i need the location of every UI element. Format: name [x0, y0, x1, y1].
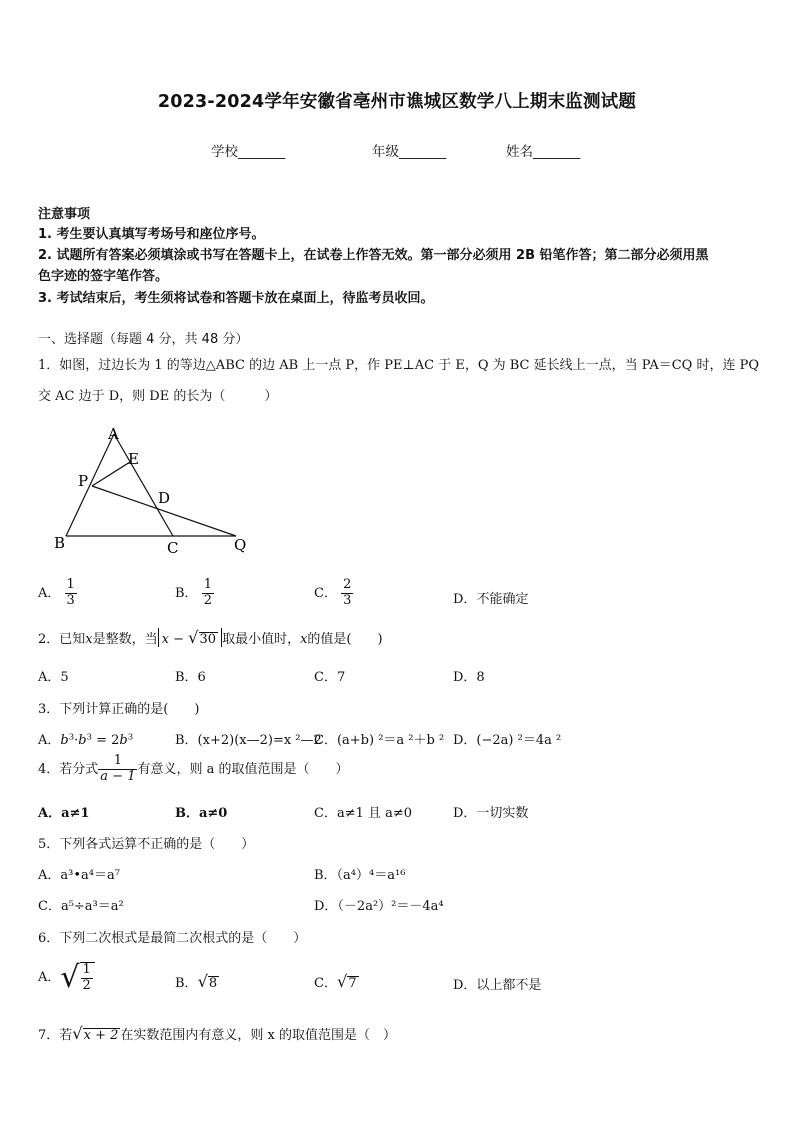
notice-item-2: 2. 试题所有答案必须填涂或书写在答题卡上，在试卷上作答无效。第一部分必须用 2B 铅笔作答；第二部分必须用黑 [38, 248, 709, 263]
q3-a-b2: b [78, 733, 87, 748]
q2-abs-radicand: 30 [199, 632, 217, 647]
q2-mid: 是整数，当 [92, 632, 158, 647]
q6-a-num: 1 [82, 962, 91, 978]
notice-item-2-cont: 色字迹的签字笔作答。 [38, 269, 169, 284]
q4-prefix: 4．若分式 [38, 761, 99, 777]
q6-option-a-frac [80, 962, 95, 993]
q6-b-radicand: 8 [208, 976, 218, 991]
q1-option-b-num: 1 [203, 577, 212, 592]
q1-option-a [38, 578, 77, 609]
q1-option-d-label: D． [453, 592, 477, 607]
q2-abs-minus: − [168, 632, 189, 647]
figure-label-c: C [167, 539, 179, 557]
notice-item-3: 3. 考试结束后，考生须将试卷和答题卡放在桌面上，待监考员收回。 [38, 291, 434, 306]
q7-prefix: 7．若 [38, 1028, 73, 1043]
q2-option-c: C．7 [314, 670, 346, 685]
q2-option-a: A．5 [38, 670, 69, 685]
q4-option-a: A．a≠1 [38, 806, 90, 821]
q4-suffix: 有意义，则 a 的取值范围是（ ） [137, 761, 349, 777]
q3-option-c: C．(a+b) ²＝a ²＋b ² [314, 733, 445, 748]
q2-option-b: B．6 [175, 670, 206, 685]
q4-den: a − 1 [100, 768, 136, 784]
q4-fraction [98, 754, 137, 785]
q4-stem [38, 754, 348, 785]
q1-option-a-den: 3 [66, 592, 75, 608]
figure-label-d: D [158, 489, 171, 507]
q2-abs-expr: x − √30 [158, 628, 222, 647]
q6-option-c: C．√7 [314, 972, 357, 991]
q3-a-dot: · [74, 733, 79, 748]
q3-stem: 3．下列计算正确的是( ) [38, 702, 200, 717]
q6-option-a-label: A． [38, 970, 61, 985]
q6-option-d: D．以上都不是 [453, 978, 542, 993]
q1-stem-line1: 1．如图，过边长为 1 的等边△ABC 的边 AB 上一点 P，作 PE⊥AC 于 E，Q 为 BC 延长线上一点，当 PA＝CQ 时，连 PQ [38, 358, 759, 373]
q3-a-eq: = 2 [91, 733, 120, 748]
q2-prefix: 2．已知 [38, 632, 86, 647]
q4-option-d: D．一切实数 [453, 806, 529, 821]
q3-a-e2: 3 [86, 731, 92, 742]
q6-c-radicand: 7 [348, 976, 357, 991]
q5-option-d: D．（－2a²）²＝－4a⁴ [314, 899, 444, 914]
q2-suffix-x: x [300, 632, 308, 647]
q1-option-b [175, 578, 214, 609]
q2-x: x [85, 632, 93, 647]
q3-option-d: D．(−2a) ²＝4a ² [453, 733, 562, 748]
notice-item-1: 1. 考生要认真填写考场号和座位序号。 [38, 227, 265, 242]
q1-option-c-label: C． [314, 585, 337, 601]
q1-stem-line2: 交 AC 边于 D，则 DE 的长为（ ） [38, 389, 278, 404]
q7-stem: 7．若√x + 2 在实数范围内有意义，则 x 的取值范围是（ ） [38, 1024, 397, 1043]
q2-suffix1: 取最小值时， [222, 632, 301, 647]
q6-option-b: B．√8 [175, 972, 218, 991]
figure-label-a: A [108, 425, 119, 443]
q1-option-c [314, 578, 353, 609]
q6-option-c-label: C． [314, 976, 337, 991]
page-title: 2023-2024学年安徽省亳州市谯城区数学八上期末监测试题 [157, 92, 637, 112]
q3-a-b3: b [119, 733, 128, 748]
q6-option-b-label: B． [175, 976, 198, 991]
q1-triangle-figure [50, 420, 260, 560]
q1-option-b-label: B． [175, 585, 198, 601]
q1-option-b-den: 2 [203, 592, 212, 608]
figure-label-q: Q [234, 536, 247, 554]
notice-heading: 注意事项 [38, 207, 91, 222]
q2-option-d: D．8 [453, 670, 485, 685]
q6-option-a: A．√ $\frac{1}{2}$ [38, 960, 95, 995]
q3-a-e1: 3 [68, 731, 75, 742]
q5-stem: 5．下列各式运算不正确的是（ ） [38, 837, 255, 852]
q5-option-b: B．（a⁴）⁴＝a¹⁶ [314, 868, 406, 883]
q4-option-b: B．a≠0 [175, 806, 228, 821]
q7-radicand: x + 2 [83, 1028, 119, 1043]
q3-a-b1: b [60, 733, 69, 748]
q1-option-a-num: 1 [66, 577, 75, 592]
q3-a-e3: 3 [127, 731, 134, 742]
q4-num: 1 [113, 753, 123, 768]
q6-a-den: 2 [82, 977, 91, 993]
q1-option-a-label: A． [38, 585, 61, 601]
school-field: 学校_______ [211, 144, 286, 160]
q5-option-a: A．a³•a⁴＝a⁷ [38, 868, 120, 883]
grade-field: 年级_______ [372, 144, 447, 160]
q1-option-d [453, 588, 528, 607]
q1-option-c-den: 3 [343, 592, 352, 608]
q5-option-c: C．a⁵÷a³＝a² [38, 899, 124, 914]
q3-option-a [38, 729, 133, 748]
q3-option-b: B．(x+2)(x—2)=x ²—2 [175, 733, 322, 748]
q1-option-d-text: 不能确定 [476, 592, 529, 607]
q7-suffix: 在实数范围内有意义，则 x 的取值范围是（ ） [120, 1028, 397, 1043]
figure-label-e: E [128, 450, 139, 468]
q4-option-c: C．a≠1 且 a≠0 [314, 806, 413, 821]
figure-label-p: P [78, 472, 89, 490]
q6-stem: 6．下列二次根式是最简二次根式的是（ ） [38, 931, 307, 946]
q2-suffix2: 的值是( ) [307, 632, 383, 647]
q2-stem [38, 628, 383, 647]
q3-option-a-label: A． [38, 733, 61, 748]
name-field: 姓名_______ [506, 144, 581, 160]
section-heading: 一、选择题（每题 4 分，共 48 分） [38, 332, 249, 347]
q1-option-c-num: 2 [343, 577, 352, 592]
figure-label-b: B [54, 534, 66, 552]
q2-abs-x: x [161, 632, 169, 647]
